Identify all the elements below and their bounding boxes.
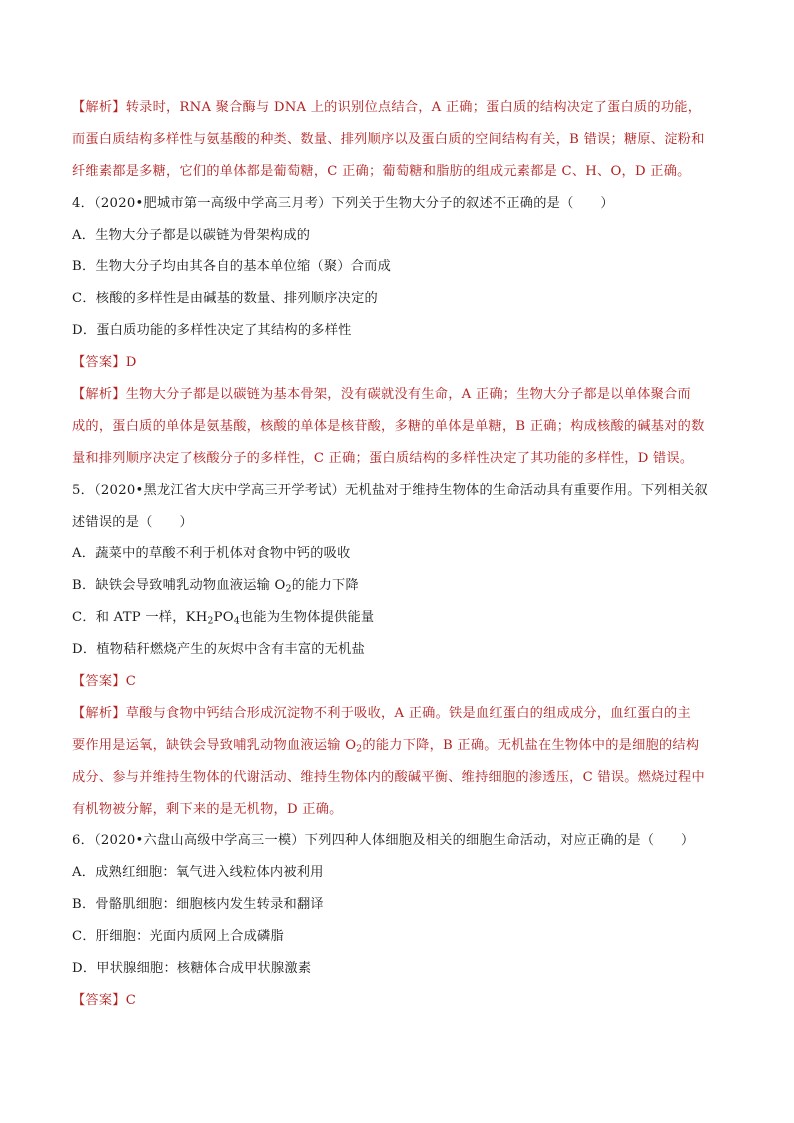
q5-analysis-text-2-tail: 的能力下降，B 正确。无机盐在生物体中的是细胞的结构 [362, 737, 700, 753]
q6-answer [72, 990, 727, 1012]
document-content [72, 97, 727, 1022]
subscript: 2 [356, 743, 363, 755]
subscript: 2 [285, 583, 292, 595]
q3-analysis-text-1: 转录时，RNA 聚合酶与 DNA 上的识别位点结合，A 正确；蛋白质的结构决定了蛋白质的功能， [125, 100, 702, 115]
q5-option-c-text: C．和 ATP 一样，KH [72, 610, 208, 626]
q4-option-a: A．生物大分子都是以碳链为骨架构成的 [72, 227, 311, 243]
q5-option-d: D．植物秸秆燃烧产生的灰烬中含有丰富的无机盐 [72, 642, 366, 658]
q6-stem: 6．（2020•六盘山高级中学高三一模）下列四种人体细胞及相关的细胞生命活动，对应正确的是（ ） [72, 833, 695, 849]
q5-option-b [72, 575, 727, 597]
q4-analysis-line-1 [72, 384, 727, 406]
q5-option-c-mid: PO [213, 610, 234, 626]
q5-analysis-line-4: 有机物被分解，剩下来的是无机物，D 正确。 [72, 801, 343, 817]
q6-option-d: D．甲状腺细胞：核糖体合成甲状腺激素 [72, 961, 312, 977]
answer-tag: 【答案】 [72, 355, 126, 371]
q4-analysis-line-3: 量和排列顺序决定了核酸分子的多样性，C 正确；蛋白质结构的多样性决定了其功能的多样性，D 错误。 [72, 450, 694, 466]
q5-analysis-line-1 [72, 703, 727, 725]
q6-answer-value: C [125, 992, 137, 1008]
q4-stem: 4．（2020•肥城市第一高级中学高三月考）下列关于生物大分子的叙述不正确的是（ ） [72, 195, 614, 211]
q4-option-d: D．蛋白质功能的多样性决定了其结构的多样性 [72, 323, 352, 339]
subscript: 4 [233, 615, 240, 627]
q6-option-b: B．骨骼肌细胞：细胞核内发生转录和翻译 [72, 897, 324, 913]
q5-option-b-tail: 的能力下降 [291, 578, 359, 594]
q5-option-a: A．蔬菜中的草酸不利于机体对食物中钙的吸收 [72, 546, 351, 562]
q5-analysis-text-2: 要作用是运氧，缺铁会导致哺乳动物血液运输 O [72, 737, 357, 753]
q3-analysis-line-2: 而蛋白质结构多样性与氨基酸的种类、数量、排列顺序以及蛋白质的空间结构有关，B 错误；糖原、淀粉和 [72, 131, 705, 147]
analysis-tag: 【解析】 [72, 705, 126, 721]
answer-tag: 【答案】 [72, 674, 126, 690]
q3-analysis-line-3: 纤维素都是多糖，它们的单体都是葡萄糖，C 正确；葡萄糖和脂肪的组成元素都是 C、H、O，D 正确。 [72, 163, 691, 179]
q5-option-b-text: B．缺铁会导致哺乳动物血液运输 O [72, 578, 286, 594]
q6-option-a: A．成熟红细胞：氧气进入线粒体内被利用 [72, 865, 324, 881]
analysis-tag: 【解析】 [72, 387, 126, 403]
q4-option-c: C．核酸的多样性是由碱基的数量、排列顺序决定的 [72, 291, 378, 307]
q5-option-c [72, 607, 727, 629]
q4-analysis-text-1: 生物大分子都是以碳链为基本骨架，没有碳就没有生命，A 正确；生物大分子都是以单体聚合而 [125, 387, 691, 403]
q4-answer-value: D [125, 355, 137, 371]
q5-answer [72, 671, 727, 693]
q5-analysis-line-3: 成分、参与并维持生物体的代谢活动、维持生物体内的酸碱平衡、维持细胞的渗透压，C 错误。燃烧过程中 [72, 769, 705, 785]
subscript: 2 [207, 615, 214, 627]
q6-option-c: C．肝细胞：光面内质网上合成磷脂 [72, 929, 284, 945]
analysis-tag: 【解析】 [72, 100, 126, 115]
answer-tag: 【答案】 [72, 992, 126, 1008]
q4-option-b: B．生物大分子均由其各自的基本单位缩（聚）合而成 [72, 259, 392, 275]
q5-answer-value: C [125, 674, 137, 690]
q4-analysis-line-2: 成的，蛋白质的单体是氨基酸，核酸的单体是核苷酸，多糖的单体是单糖，B 正确；构成核酸的碱基对的数 [72, 418, 705, 434]
q5-analysis-line-2 [72, 735, 727, 757]
q5-stem-line-1: 5．（2020•黑龙江省大庆中学高三开学考试）无机盐对于维持生物体的生命活动具有重要作用。下列相关叙 [72, 482, 708, 498]
q4-answer [72, 352, 727, 374]
q3-analysis-line-1 [72, 97, 727, 119]
q5-option-c-tail: 也能为生物体提供能量 [239, 610, 375, 626]
q5-stem-line-2: 述错误的是（ ） [72, 514, 193, 530]
q5-analysis-text-1: 草酸与食物中钙结合形成沉淀物不利于吸收，A 正确。铁是血红蛋白的组成成分，血红蛋白的主 [125, 705, 691, 721]
